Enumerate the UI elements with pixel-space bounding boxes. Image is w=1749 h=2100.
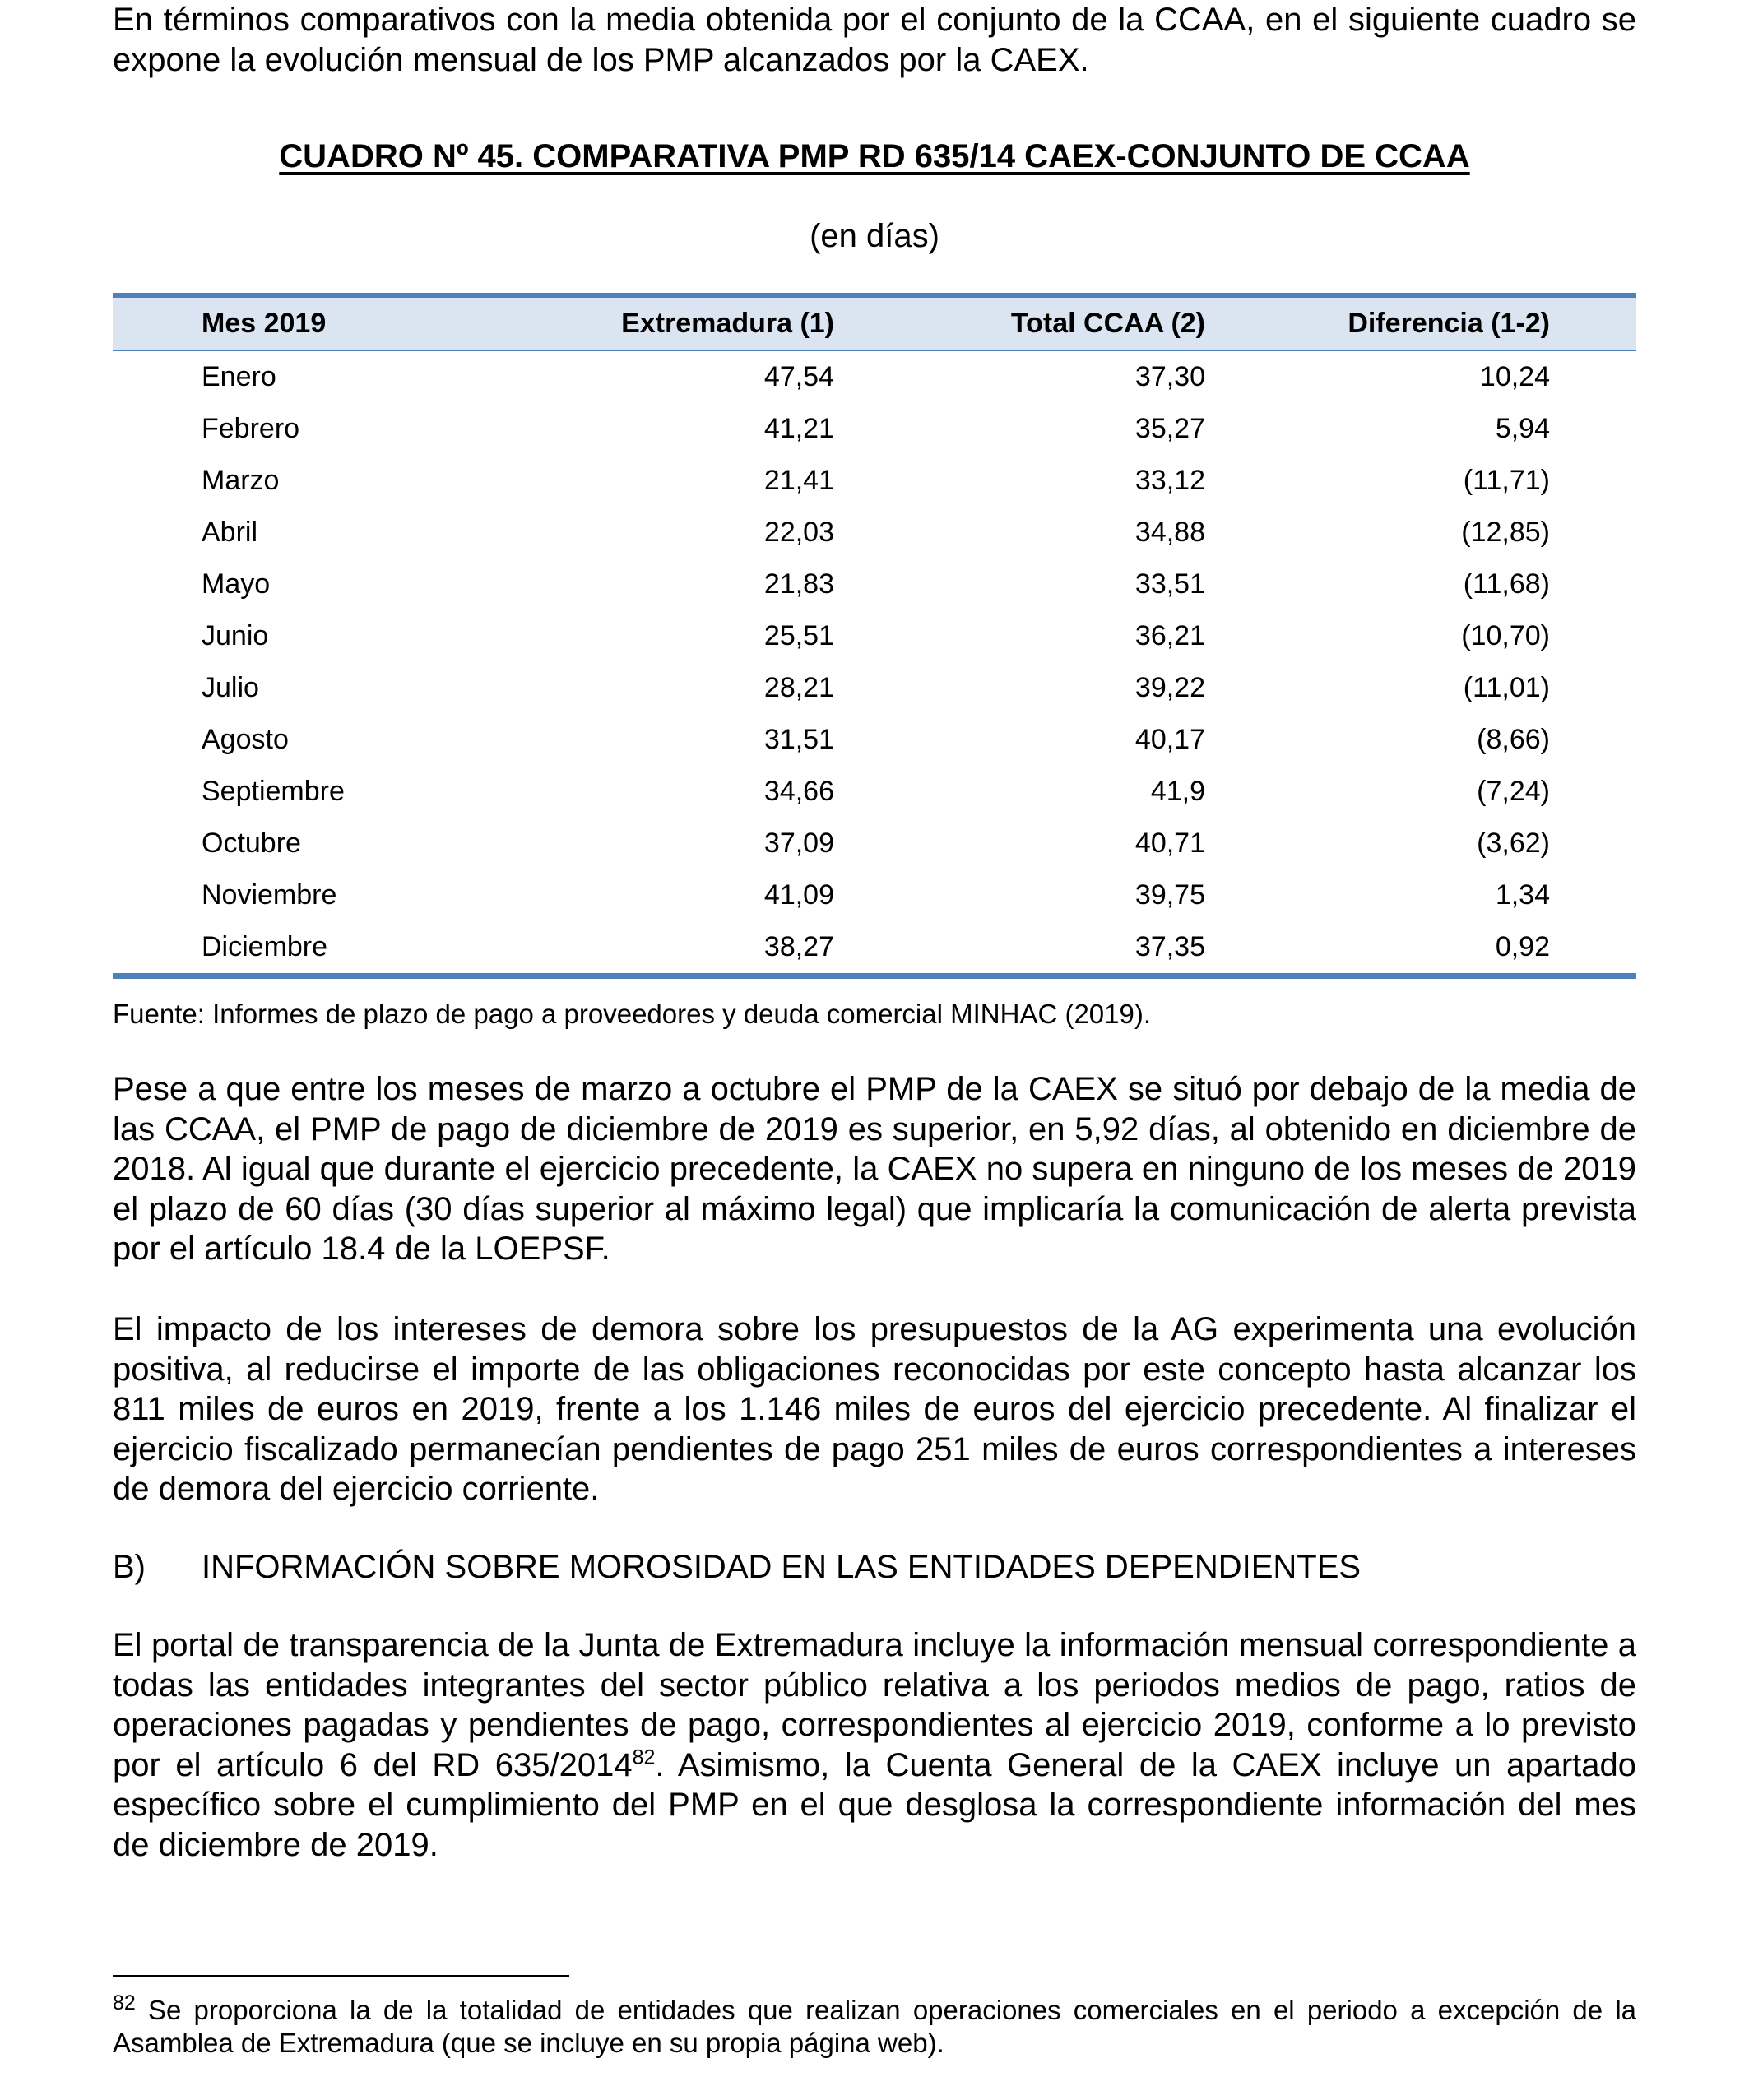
cell-month: Enero (202, 361, 276, 392)
table-row (113, 662, 1636, 714)
table-row (113, 766, 1636, 818)
cell-total-ccaa: 40,71 (1134, 827, 1205, 859)
cell-extremadura: 41,09 (763, 879, 834, 911)
cell-total-ccaa: 36,21 (1134, 620, 1205, 651)
cell-total-ccaa: 33,51 (1134, 568, 1205, 600)
table-source-note: Fuente: Informes de plazo de pago a proveedores y deuda comercial MINHAC (2019). (113, 999, 1152, 1029)
table-row (113, 610, 1636, 662)
cell-total-ccaa: 39,22 (1134, 672, 1205, 703)
cell-extremadura: 47,54 (763, 361, 834, 392)
footnote-reference[interactable]: 82 (632, 1745, 656, 1769)
cell-month: Diciembre (202, 931, 328, 962)
header-total-ccaa: Total CCAA (2) (1010, 308, 1205, 339)
cell-difference: (7,24) (1477, 776, 1550, 807)
header-extremadura: Extremadura (1) (621, 308, 834, 339)
paragraph-late-interest: El impacto de los intereses de demora sobre los presupuestos de la AG experimenta una evolución positiva, al reducirse el importe de las obligaciones reconocidas por este concepto hasta alcanzar los 811 miles de euros en 2019, frente a los 1.146 miles de euros del ejercicio precedente. Al finalizar el ejercicio fiscalizado permanecían pendientes de pago 251 miles de euros correspondientes a intereses de demora del ejercicio corriente. (113, 1311, 1636, 1507)
cell-extremadura: 25,51 (763, 620, 834, 651)
table-subtitle: (en días) (810, 218, 939, 254)
paragraph-transparency-text: El portal de transparencia de la Junta de Extremadura incluye la información mensual correspondiente a todas las entidades integrantes del sector público relativa a los periodos medios de pago, ratios de operaciones pagadas y pendientes de pago, correspondientes al ejercicio 2019, conforme a lo previsto por el artículo 6 del RD 635/2014 (113, 1627, 1636, 1783)
cell-difference: (10,70) (1461, 620, 1550, 651)
table-row (113, 351, 1636, 403)
table-body (113, 351, 1636, 973)
header-month: Mes 2019 (202, 308, 327, 339)
cell-month: Septiembre (202, 776, 345, 807)
cell-extremadura: 38,27 (763, 931, 834, 962)
cell-extremadura: 31,51 (763, 724, 834, 755)
cell-total-ccaa: 39,75 (1134, 879, 1205, 911)
cell-total-ccaa: 41,9 (1150, 776, 1205, 807)
table-title: CUADRO Nº 45. COMPARATIVA PMP RD 635/14 CAEX-CONJUNTO DE CCAA (279, 138, 1470, 174)
cell-total-ccaa: 37,35 (1134, 931, 1205, 962)
footnote-separator (113, 1975, 569, 1977)
table-row (113, 403, 1636, 455)
cell-difference: 10,24 (1479, 361, 1550, 392)
cell-difference: (11,71) (1463, 465, 1550, 496)
cell-difference: (11,01) (1463, 672, 1550, 703)
cell-month: Abril (202, 517, 258, 548)
cell-difference: 5,94 (1495, 413, 1550, 444)
cell-extremadura: 21,83 (763, 568, 834, 600)
paragraph-pmp-analysis: Pese a que entre los meses de marzo a octubre el PMP de la CAEX se situó por debajo de la media de las CCAA, el PMP de pago de diciembre de 2019 es superior, en 5,92 días, al obtenido en diciembre de 2018. Al igual que durante el ejercicio precedente, la CAEX no supera en ninguno de los meses de 2019 el plazo de 60 días (30 días superior al máximo legal) que implicaría la comunicación de alerta prevista por el artículo 18.4 de la LOEPSF. (113, 1071, 1636, 1267)
section-b-title: INFORMACIÓN SOBRE MOROSIDAD EN LAS ENTIDADES DEPENDIENTES (202, 1549, 1362, 1585)
cell-total-ccaa: 37,30 (1134, 361, 1205, 392)
table-bottom-border (113, 973, 1636, 979)
cell-month: Marzo (202, 465, 280, 496)
paragraph-transparency-text-cont: . Asimismo, la Cuenta General de la CAEX incluye un apartado específico sobre el cumplimiento del PMP en el que desglosa la correspondiente información del mes de diciembre de 2019. (113, 1746, 1636, 1863)
cell-extremadura: 21,41 (763, 465, 834, 496)
table-header-row (113, 298, 1636, 351)
cell-difference: 0,92 (1495, 931, 1550, 962)
cell-month: Febrero (202, 413, 300, 444)
table-row (113, 714, 1636, 766)
cell-extremadura: 41,21 (763, 413, 834, 444)
section-b-label: B) (113, 1549, 146, 1585)
table-row (113, 455, 1636, 507)
header-difference: Diferencia (1-2) (1348, 308, 1550, 339)
pmp-comparison-table (113, 293, 1636, 979)
table-row (113, 921, 1636, 973)
footnote (113, 1991, 1636, 2060)
table-row (113, 869, 1636, 921)
cell-total-ccaa: 35,27 (1134, 413, 1205, 444)
table-row (113, 818, 1636, 869)
section-b-heading (113, 1547, 1361, 1587)
intro-paragraph: En términos comparativos con la media obtenida por el conjunto de la CCAA, en el siguiente cuadro se expone la evolución mensual de los PMP alcanzados por la CAEX. (113, 2, 1636, 78)
table-row (113, 559, 1636, 610)
footnote-number: 82 (113, 1991, 136, 2014)
cell-extremadura: 28,21 (763, 672, 834, 703)
cell-extremadura: 37,09 (763, 827, 834, 859)
cell-month: Octubre (202, 827, 301, 859)
cell-total-ccaa: 33,12 (1134, 465, 1205, 496)
cell-difference: (12,85) (1461, 517, 1550, 548)
footnote-text: Se proporciona la de la totalidad de entidades que realizan operaciones comerciales en el periodo a excepción de la Asamblea de Extremadura (que se incluye en su propia página web). (113, 1995, 1636, 2058)
cell-difference: (8,66) (1477, 724, 1550, 755)
cell-difference: 1,34 (1495, 879, 1550, 911)
cell-extremadura: 22,03 (763, 517, 834, 548)
cell-month: Agosto (202, 724, 289, 755)
cell-total-ccaa: 40,17 (1134, 724, 1205, 755)
cell-total-ccaa: 34,88 (1134, 517, 1205, 548)
cell-difference: (11,68) (1463, 568, 1550, 600)
paragraph-transparency-portal (113, 1625, 1636, 1865)
cell-month: Junio (202, 620, 269, 651)
cell-difference: (3,62) (1477, 827, 1550, 859)
cell-month: Julio (202, 672, 259, 703)
cell-month: Noviembre (202, 879, 337, 911)
table-row (113, 507, 1636, 559)
cell-month: Mayo (202, 568, 271, 600)
cell-extremadura: 34,66 (763, 776, 834, 807)
